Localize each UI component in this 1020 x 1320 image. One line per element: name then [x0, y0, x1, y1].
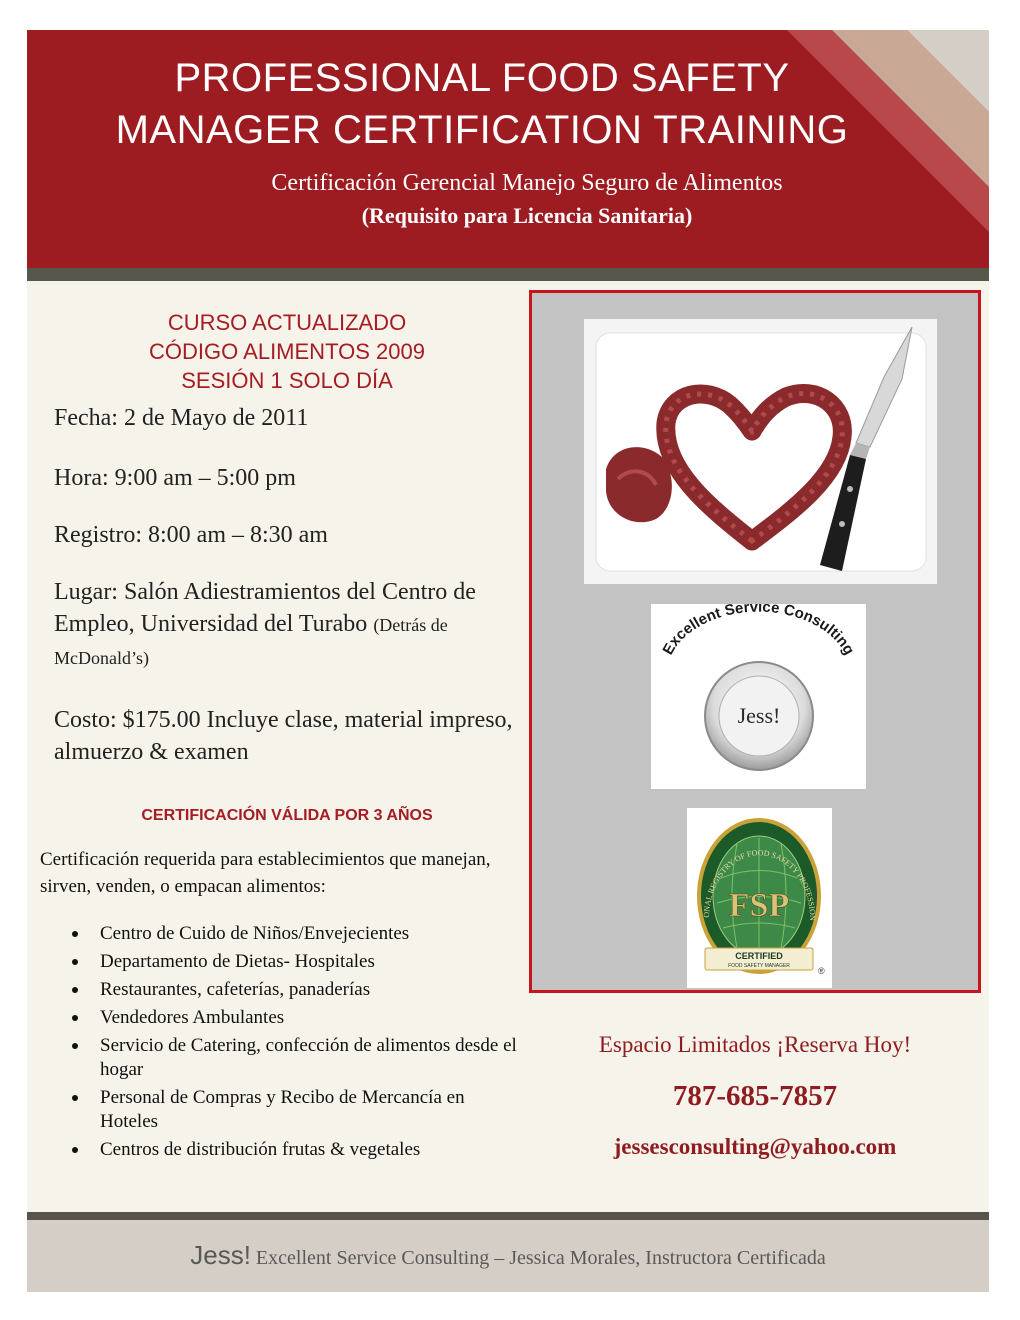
logo-center-text: Jess!: [737, 703, 781, 728]
footer: [27, 1220, 989, 1292]
heart-knife-illustration: [584, 319, 937, 584]
location-note: (Detrás de McDonald’s): [54, 615, 448, 668]
subtitle: Certificación Gerencial Manejo Seguro de Alimentos: [271, 170, 783, 196]
header-banner: [27, 30, 989, 268]
reserve-cta: Espacio Limitados ¡Reserva Hoy!: [598, 1032, 912, 1057]
time-text: Hora: 9:00 am – 5:00 pm: [54, 465, 296, 491]
registered-mark: ®: [818, 966, 825, 976]
course-heading: [67, 308, 507, 395]
requirement-note: (Requisito para Licencia Sanitaria): [361, 203, 693, 228]
bullet-icon: [72, 959, 78, 965]
date-text: Fecha: 2 de Mayo de 2011: [54, 405, 309, 431]
fsp-letters: FSP: [728, 887, 790, 924]
title-line-1: PROFESSIONAL FOOD SAFETY: [174, 56, 790, 100]
bullet-icon: [72, 1095, 78, 1101]
fsp-certified-logo: [687, 808, 832, 988]
fsp-arc-text: ONAL REGISTRY OF FOOD SAFETY PROFESSION: [701, 848, 818, 921]
footer-text: [27, 1240, 989, 1271]
requirement-intro: Certificación requerida para establecimientos que manejan, sirven, venden, o empacan alimentos:: [40, 849, 491, 897]
location-text: Lugar: Salón Adiestramientos del Centro de Empleo, Universidad del Turabo: [54, 579, 476, 637]
registration-text: Registro: 8:00 am – 8:30 am: [54, 522, 328, 548]
list-item: Centro de Cuido de Niños/Envejecientes: [67, 922, 517, 946]
course-line-2: CÓDIGO ALIMENTOS 2009: [149, 339, 425, 364]
list-item: Departamento de Dietas- Hospitales: [67, 950, 517, 974]
fsp-certified-text: CERTIFIED: [735, 951, 783, 961]
list-item: Centros de distribución frutas & vegetales: [67, 1138, 517, 1162]
list-item: Personal de Compras y Recibo de Mercancía en Hoteles: [67, 1086, 517, 1134]
bullet-icon: [72, 1043, 78, 1049]
list-item: Vendedores Ambulantes: [67, 1006, 517, 1030]
header-divider-bar: [27, 268, 989, 281]
course-line-3: SESIÓN 1 SOLO DÍA: [181, 368, 393, 393]
cost-text: Costo: $175.00 Incluye clase, material impreso, almuerzo & examen: [54, 707, 513, 765]
email-address: jessesconsulting@yahoo.com: [613, 1134, 897, 1159]
title-line-2: MANAGER CERTIFICATION TRAINING: [115, 108, 849, 152]
flyer-page: [27, 30, 989, 1292]
bullet-icon: [72, 987, 78, 993]
phone-number: 787-685-7857: [672, 1080, 838, 1112]
footer-credit: Excellent Service Consulting – Jessica Morales, Instructora Certificada: [250, 1247, 826, 1269]
validity-notice: CERTIFICACIÓN VÁLIDA POR 3 AÑOS: [141, 807, 433, 824]
list-item: Servicio de Catering, confección de alimentos desde el hogar: [67, 1034, 517, 1082]
heart-meat-photo: [584, 319, 937, 584]
image-panel: [529, 290, 981, 993]
footer-divider-bar: [27, 1212, 989, 1220]
footer-brand: Jess!: [190, 1240, 251, 1270]
bullet-icon: [72, 931, 78, 937]
course-line-1: CURSO ACTUALIZADO: [167, 310, 407, 335]
fsp-manager-text: FOOD SAFETY MANAGER: [728, 963, 790, 969]
establishment-list: [67, 922, 517, 1166]
page-title: [27, 52, 937, 156]
bullet-icon: [72, 1015, 78, 1021]
bullet-icon: [72, 1147, 78, 1153]
location-block: [54, 576, 514, 674]
logo-arc-text: Excellent Service Consulting: [659, 604, 858, 658]
list-item: Restaurantes, cafeterías, panaderías: [67, 978, 517, 1002]
consulting-logo: [651, 604, 866, 789]
